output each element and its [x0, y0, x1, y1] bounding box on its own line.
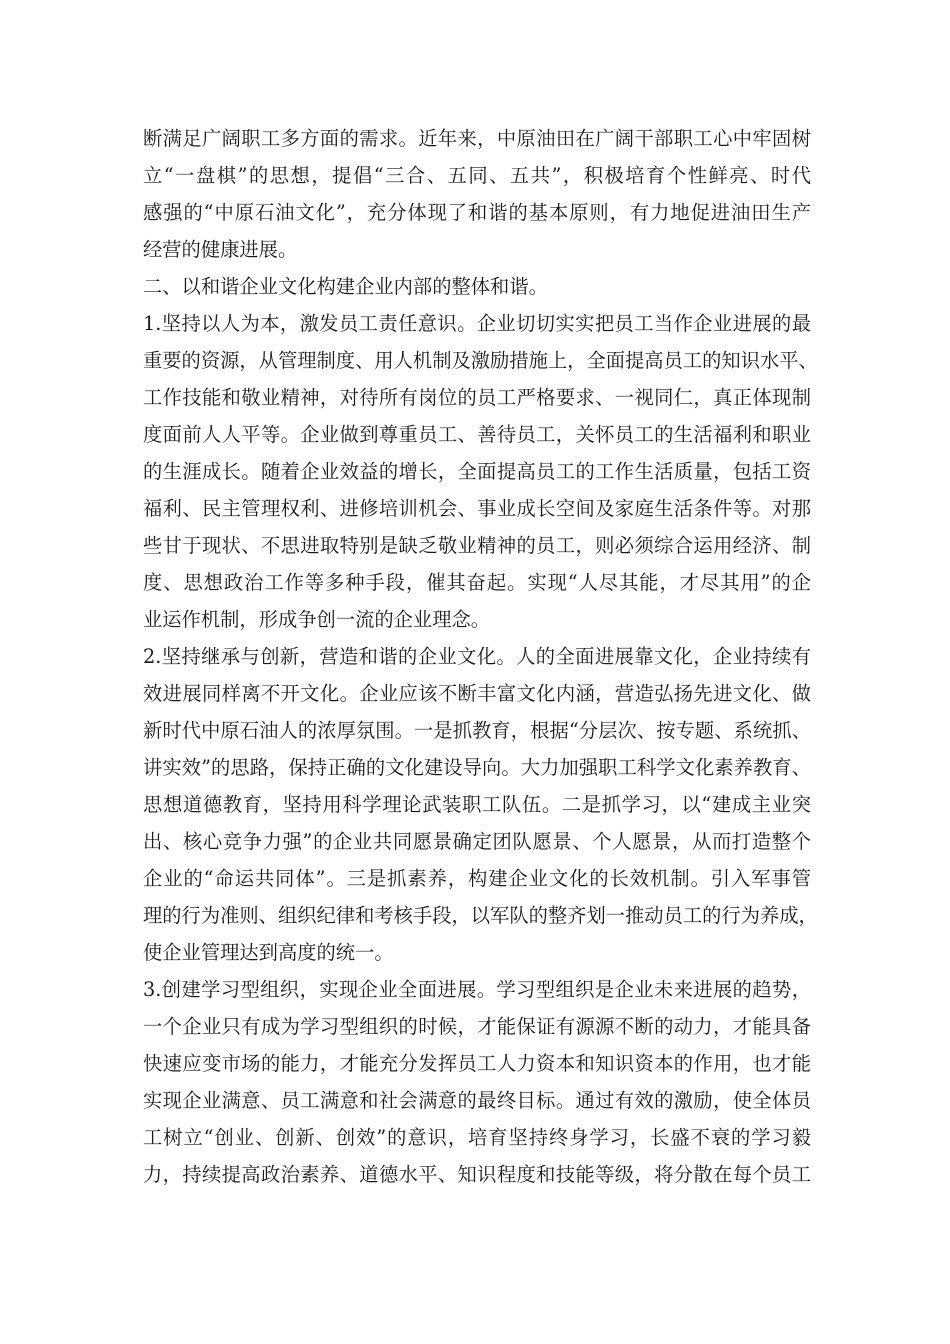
document-body: [143, 120, 818, 1193]
text-line: 福利、民主管理权利、进修培训机会、事业成长空间及家庭生活条件等。对那: [143, 497, 811, 520]
text-line: 企业的“命运共同体”。三是抓素养，构建企业文化的长效机制。引入军事管: [143, 867, 811, 890]
text-line: 理的行为准则、组织纪律和考核手段，以军队的整齐划一推动员工的行为养成，: [143, 904, 818, 927]
text-line: 3.创建学习型组织，实现企业全面进展。学习型组织是企业未来进展的趋势，: [143, 978, 811, 1001]
text-line: 工树立“创业、创新、创效”的意识，培育坚持终身学习，长盛不衰的学习毅: [143, 1126, 811, 1149]
text-line: 2.坚持继承与创新，营造和谐的企业文化。人的全面进展靠文化，企业持续有: [143, 645, 811, 668]
text-line: 讲实效”的思路，保持正确的文化建设导向。大力加强职工科学文化素养教育、: [143, 756, 811, 779]
text-line: 出、核心竞争力强”的企业共同愿景确定团队愿景、个人愿景，从而打造整个: [143, 830, 811, 853]
text-line: 感强的“中原石油文化”，充分体现了和谐的基本原则，有力地促进油田生产: [143, 201, 811, 224]
text-line: 力，持续提高政治素养、道德水平、知识程度和技能等级，将分散在每个员工: [143, 1163, 811, 1186]
text-line: 立“一盘棋”的思想，提倡“三合、五同、五共”，积极培育个性鲜亮、时代: [143, 164, 811, 187]
text-line: 使企业管理达到高度的统一。: [143, 941, 394, 964]
text-line: 业运作机制，形成争创一流的企业理念。: [143, 608, 491, 631]
section-heading: 二、以和谐企业文化构建企业内部的整体和谐。: [143, 275, 548, 298]
text-line: 度面前人人平等。企业做到尊重员工、善待员工，关怀员工的生活福利和职业: [143, 423, 811, 446]
text-line: 快速应变市场的能力，才能充分发挥员工人力资本和知识资本的作用，也才能: [143, 1052, 811, 1075]
text-line: 思想道德教育，坚持用科学理论武装职工队伍。二是抓学习，以“建成主业突: [143, 793, 811, 816]
text-line: 1.坚持以人为本，激发员工责任意识。企业切切实实把员工当作企业进展的最: [143, 312, 811, 335]
text-line: 实现企业满意、员工满意和社会满意的最终目标。通过有效的激励，使全体员: [143, 1089, 811, 1112]
text-line: 度、思想政治工作等多种手段，催其奋起。实现“人尽其能，才尽其用”的企: [143, 571, 811, 594]
text-line: 断满足广阔职工多方面的需求。近年来，中原油田在广阔干部职工心中牢固树: [143, 127, 811, 150]
text-line: 新时代中原石油人的浓厚氛围。一是抓教育，根据“分层次、按专题、系统抓、: [143, 719, 811, 742]
text-line: 效进展同样离不开文化。企业应该不断丰富文化内涵，营造弘扬先进文化、做: [143, 682, 811, 705]
text-line: 工作技能和敬业精神，对待所有岗位的员工严格要求、一视同仁，真正体现制: [143, 386, 811, 409]
text-line: 经营的健康进展。: [143, 238, 298, 261]
text-line: 的生涯成长。随着企业效益的增长，全面提高员工的工作生活质量，包括工资: [143, 460, 811, 483]
text-line: 重要的资源，从管理制度、用人机制及激励措施上，全面提高员工的知识水平、: [143, 349, 818, 372]
text-line: 一个企业只有成为学习型组织的时候，才能保证有源源不断的动力，才能具备: [143, 1015, 811, 1038]
text-line: 些甘于现状、不思进取特别是缺乏敬业精神的员工，则必须综合运用经济、制: [143, 534, 811, 557]
